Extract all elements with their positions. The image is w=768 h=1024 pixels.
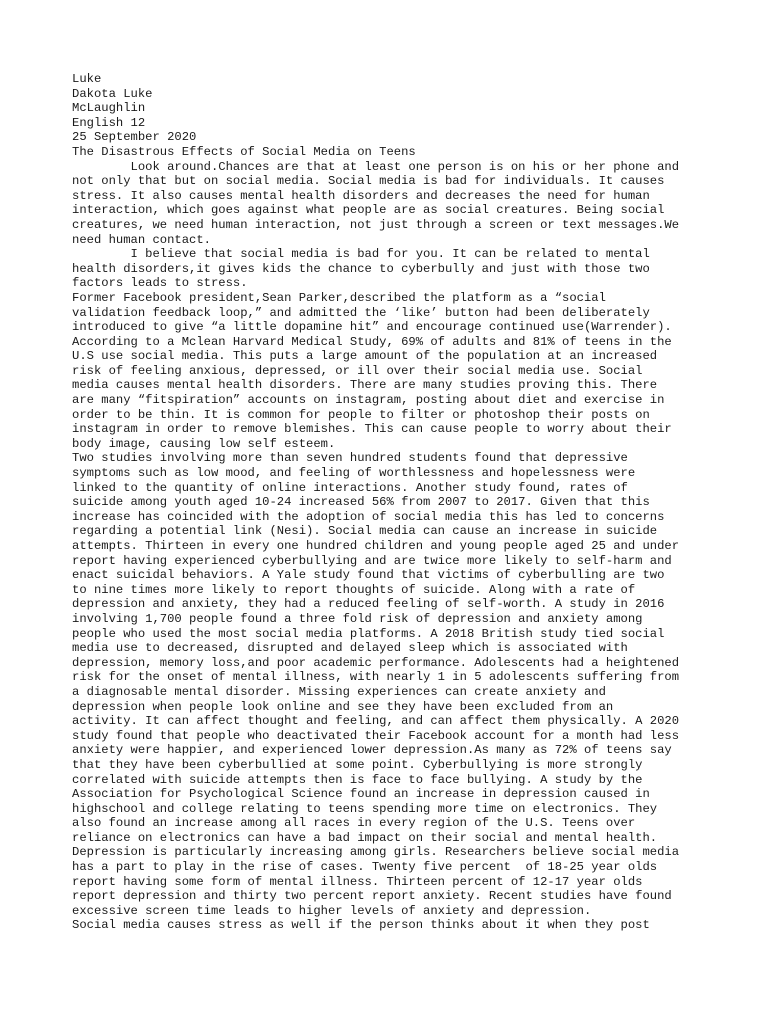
text-line: risk of feeling anxious, depressed, or ill over their social media use. Social xyxy=(72,363,643,378)
text-line: report having some form of mental illness. Thirteen percent of 12-17 year olds xyxy=(72,874,643,889)
text-line: I believe that social media is bad for you. It can be related to mental xyxy=(72,247,650,262)
text-line: suicide among youth aged 10-24 increased 56% from 2007 to 2017. Given that this xyxy=(72,495,650,510)
text-line: are many “fitspiration” accounts on instagram, posting about diet and exercise in xyxy=(72,393,665,408)
text-line: Social media causes stress as well if the person thinks about it when they post xyxy=(72,918,650,933)
text-line: instagram in order to remove blemishes. This can cause people to worry about their xyxy=(72,422,672,437)
text-line: factors leads to stress. xyxy=(72,276,248,291)
text-line: regarding a potential link (Nesi). Social media can cause an increase in suicide xyxy=(72,524,658,539)
text-line: depression and anxiety, they had a reduced feeling of self-worth. A study in 2016 xyxy=(72,597,665,612)
text-line: report depression and thirty two percent report anxiety. Recent studies have found xyxy=(72,889,672,904)
text-line: stress. It also causes mental health disorders and decreases the need for human xyxy=(72,188,650,203)
text-line: media causes mental health disorders. There are many studies proving this. There xyxy=(72,378,658,393)
text-line: to nine times more likely to report thoughts of suicide. Along with a rate of xyxy=(72,582,636,597)
text-line: depression, memory loss,and poor academic performance. Adolescents had a heightened xyxy=(72,655,680,670)
text-line: correlated with suicide attempts then is face to face bullying. A study by the xyxy=(72,772,643,787)
text-line: validation feedback loop,” and admitted the ‘like’ button had been deliberately xyxy=(72,305,650,320)
text-line: health disorders,it gives kids the chance to cyberbully and just with those two xyxy=(72,261,650,276)
text-line: a diagnosable mental disorder. Missing experiences can create anxiety and xyxy=(72,684,606,699)
text-line: anxiety were happier, and experienced lower depression.As many as 72% of teens say xyxy=(72,743,672,758)
text-line: creatures, we need human interaction, not just through a screen or text messages.We xyxy=(72,217,680,232)
text-line: linked to the quantity of online interactions. Another study found, rates of xyxy=(72,480,628,495)
text-line: According to a Mclean Harvard Medical Study, 69% of adults and 81% of teens in the xyxy=(72,334,672,349)
text-line: need human contact. xyxy=(72,232,211,247)
text-line: highschool and college relating to teens spending more time on electronics. They xyxy=(72,801,658,816)
text-line: attempts. Thirteen in every one hundred children and young people aged 25 and under xyxy=(72,539,680,553)
text-line: report having experienced cyberbullying and are twice more likely to self-harm and xyxy=(72,553,672,568)
author-full-name: Dakota Luke xyxy=(72,86,153,101)
document-title: The Disastrous Effects of Social Media on Teens xyxy=(72,144,416,159)
text-line: not only that but on social media. Social media is bad for individuals. It causes xyxy=(72,174,665,189)
text-line: Two studies involving more than seven hundred students found that depressive xyxy=(72,451,628,466)
text-line: also found an increase among all races in every region of the U.S. Teens over xyxy=(72,816,636,831)
text-line: that they have been cyberbullied at some point. Cyberbullying is more strongly xyxy=(72,757,643,772)
text-line: enact suicidal behaviors. A Yale study found that victims of cyberbulling are two xyxy=(72,568,665,583)
text-line: media use to decreased, disrupted and delayed sleep which is associated with xyxy=(72,641,628,656)
text-line: activity. It can affect thought and feeling, and can affect them physically. A 2020 xyxy=(72,714,680,729)
text-line: U.S use social media. This puts a large amount of the population at an increased xyxy=(72,349,658,364)
text-line: excessive screen time leads to higher levels of anxiety and depression. xyxy=(72,903,592,918)
text-line: increase has coincided with the adoption of social media this has led to concerns xyxy=(72,509,665,524)
text-line: order to be thin. It is common for people to filter or photoshop their posts on xyxy=(72,407,650,422)
text-line: Look around.Chances are that at least one person is on his or her phone and xyxy=(72,159,680,174)
text-line: introduced to give “a little dopamine hit” and encourage continued use(Warrender). xyxy=(72,320,672,335)
text-line: depression when people look online and see they have been excluded from an xyxy=(72,699,614,714)
text-line: people who used the most social media platforms. A 2018 British study tied social xyxy=(72,626,665,641)
text-line: has a part to play in the rise of cases. Twenty five percent of 18-25 year olds xyxy=(72,860,658,875)
text-line: risk for the onset of mental illness, with nearly 1 in 5 adolescents suffering from xyxy=(72,670,680,685)
text-line: symptoms such as low mood, and feeling of worthlessness and hopelessness were xyxy=(72,466,636,481)
text-line: body image, causing low self esteem. xyxy=(72,436,336,451)
document-date: 25 September 2020 xyxy=(72,130,197,145)
text-line: involving 1,700 people found a three fold risk of depression and anxiety among xyxy=(72,611,643,626)
text-line: reliance on electronics can have a bad impact on their social and mental health. xyxy=(72,830,658,845)
text-line: Association for Psychological Science found an increase in depression caused in xyxy=(72,787,650,802)
course-name: English 12 xyxy=(72,115,146,130)
text-line: study found that people who deactivated their Facebook account for a month had less xyxy=(72,728,680,743)
text-line: Former Facebook president,Sean Parker,described the platform as a “social xyxy=(72,290,606,305)
document-page xyxy=(72,72,712,933)
text-line: interaction, which goes against what people are as social creatures. Being social xyxy=(72,203,665,218)
text-line: Depression is particularly increasing among girls. Researchers believe social media xyxy=(72,845,680,860)
author-name: Luke xyxy=(72,72,102,86)
teacher-name: McLaughlin xyxy=(72,101,146,116)
